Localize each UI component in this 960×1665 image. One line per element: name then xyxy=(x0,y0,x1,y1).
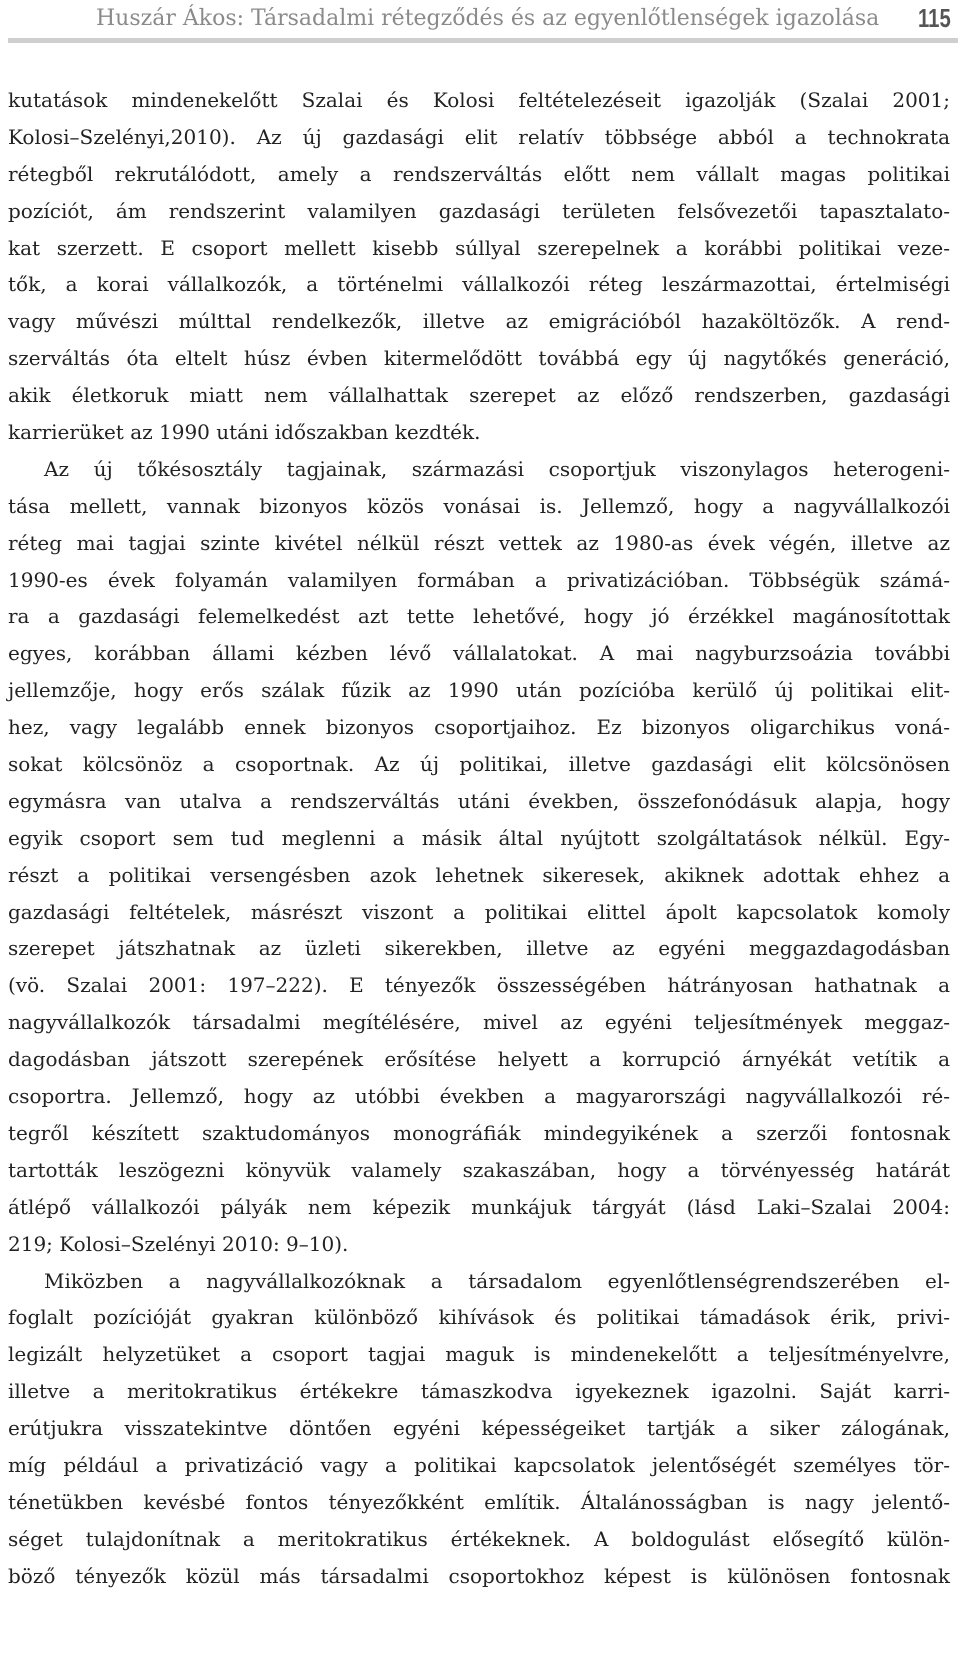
text-line: míg például a privatizáció vagy a politikai kapcsolatok jelentőségét személyes tör- xyxy=(8,1452,950,1477)
text-line: kat szerzett. E csoport mellett kisebb súllyal szerepelnek a korábbi politikai veze- xyxy=(8,235,950,260)
running-header-title: Huszár Ákos: Társadalmi rétegződés és az egyenlőtlenségek igazolása xyxy=(96,6,880,31)
text-line: tása mellett, vannak bizonyos közös vonásai is. Jellemző, hogy a nagyvállalkozói xyxy=(8,493,950,518)
text-line: csoportra. Jellemző, hogy az utóbbi években a magyarországi nagyvállalkozói ré- xyxy=(8,1084,950,1109)
text-line: böző tényezők közül más társadalmi csoportokhoz képest is különösen fontosnak xyxy=(8,1563,950,1588)
text-line: tők, a korai vállalkozók, a történelmi vállalkozói réteg leszármazottai, értelmiségi xyxy=(8,272,950,297)
page-number: 115 xyxy=(918,3,951,33)
text-line: sokat kölcsönöz a csoportnak. Az új politikai, illetve gazdasági elit kölcsönösen xyxy=(8,752,950,777)
header-divider xyxy=(8,38,958,43)
text-line: illetve a meritokratikus értékekre támaszkodva igyekeznek igazolni. Saját karri- xyxy=(8,1379,950,1404)
text-line: séget tulajdonítnak a meritokratikus értékeknek. A boldogulást elősegítő külön- xyxy=(8,1526,950,1551)
text-line: jellemzője, hogy erős szálak fűzik az 1990 után pozícióba kerülő új politikai elit- xyxy=(8,678,950,703)
text-line: réteg mai tagjai szinte kivétel nélkül részt vettek az 1980-as évek végén, illetve az xyxy=(8,530,950,555)
text-line: vagy művészi múlttal rendelkezők, illetve az emigrációból hazaköltözők. A rend- xyxy=(8,309,950,334)
text-line: Az új tőkésosztály tagjainak, származási csoportjuk viszonylagos heterogeni- xyxy=(44,456,950,481)
text-line: hez, vagy legalább ennek bizonyos csoportjaihoz. Ez bizonyos oligarchikus voná- xyxy=(8,715,950,740)
text-line: (vö. Szalai 2001: 197–222). E tényezők összességében hátrányosan hathatnak a xyxy=(8,973,950,998)
text-line: részt a politikai versengésben azok lehetnek sikeresek, akiknek adottak ehhez a xyxy=(8,862,950,887)
running-header xyxy=(0,0,960,46)
text-line: pozíciót, ám rendszerint valamilyen gazdasági területen felsővezetői tapasztalato- xyxy=(8,198,950,223)
text-line: átlépő vállalkozói pályák nem képezik munkájuk tárgyát (lásd Laki–Szalai 2004: xyxy=(8,1194,950,1219)
text-line: szerepet játszhatnak az üzleti sikerekben, illetve az egyéni meggazdagodásban xyxy=(8,936,950,961)
text-line: karrierüket az 1990 utáni időszakban kezdték. xyxy=(8,420,481,445)
body-text xyxy=(8,82,950,1595)
text-line: 219; Kolosi–Szelényi 2010: 9–10). xyxy=(8,1231,349,1256)
text-line: foglalt pozícióját gyakran különböző kihívások és politikai támadások érik, privi- xyxy=(8,1305,950,1330)
text-line: erútjukra visszatekintve döntően egyéni képességeiket tartják a siker zálogának, xyxy=(8,1416,950,1441)
text-line: akik életkoruk miatt nem vállalhattak szerepet az előző rendszerben, gazdasági xyxy=(8,383,950,408)
text-line: egymásra van utalva a rendszerváltás utáni években, összefonódásuk alapja, hogy xyxy=(8,788,950,813)
text-line: nagyvállalkozók társadalmi megítélésére, mivel az egyéni teljesítmények meggaz- xyxy=(8,1010,950,1035)
text-line: tartották leszögezni könyvük valamely szakaszában, hogy a törvényesség határát xyxy=(8,1157,950,1182)
text-line: Kolosi–Szelényi,2010). Az új gazdasági elit relatív többsége abból a technokrata xyxy=(8,124,950,149)
text-line: egyik csoport sem tud meglenni a másik által nyújtott szolgáltatások nélkül. Egy- xyxy=(8,825,950,850)
text-line: rétegből rekrutálódott, amely a rendszerváltás előtt nem vállalt magas politikai xyxy=(8,161,950,186)
text-line: ténetükben kevésbé fontos tényezőkként említik. Általánosságban is nagy jelentő- xyxy=(8,1489,950,1514)
text-line: ra a gazdasági felemelkedést azt tette lehetővé, hogy jó érzékkel magánosítottak xyxy=(8,604,950,629)
text-line: gazdasági feltételek, másrészt viszont a politikai elittel ápolt kapcsolatok komoly xyxy=(8,899,950,924)
text-line: Miközben a nagyvállalkozóknak a társadalom egyenlőtlenségrendszerében el- xyxy=(44,1268,950,1293)
text-line: legizált helyzetüket a csoport tagjai maguk is mindenekelőtt a teljesítményelvre, xyxy=(8,1342,950,1367)
text-line: tegről készített szaktudományos monográfiák mindegyikének a szerzői fontosnak xyxy=(8,1120,950,1145)
text-line: dagodásban játszott szerepének erősítése helyett a korrupció árnyékát vetítik a xyxy=(8,1047,950,1072)
text-line: szerváltás óta eltelt húsz évben kitermelődött továbbá egy új nagytőkés generáció, xyxy=(8,346,950,371)
text-line: egyes, korábban állami kézben lévő vállalatokat. A mai nagyburzsoázia további xyxy=(8,641,950,666)
text-line: kutatások mindenekelőtt Szalai és Kolosi feltételezéseit igazolják (Szalai 2001; xyxy=(8,88,950,112)
text-line: 1990-es évek folyamán valamilyen formában a privatizációban. Többségük számá- xyxy=(8,567,950,592)
